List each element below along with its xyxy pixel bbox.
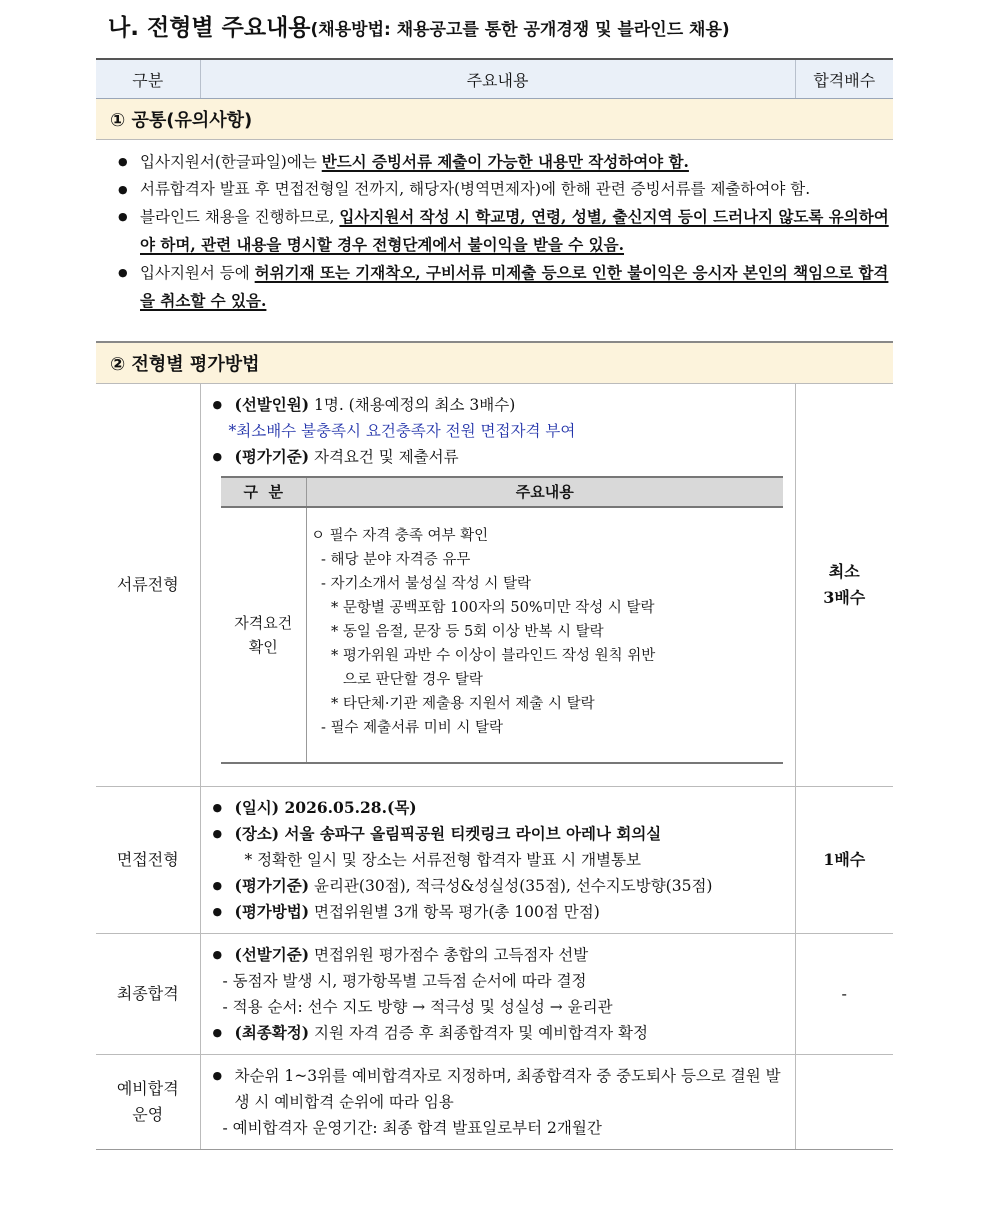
stage-reserve-row	[96, 1055, 893, 1150]
check-line: * 문항별 공백포함 100자의 50%미만 작성 시 탈락	[331, 600, 655, 616]
heading-title: 전형별 주요내용	[146, 15, 311, 41]
header-ratio: 합격배수	[795, 59, 893, 99]
evaluation-criteria: ● (평가기준) 자격요건 및 제출서류	[213, 444, 791, 470]
interview-criteria: ● (평가기준) 윤리관(30점), 적극성&성실성(35점), 선수지도방향(35점)	[213, 873, 791, 899]
common-notes-row	[96, 140, 893, 322]
stage-name: 면접전형	[96, 787, 200, 934]
stage-ratio	[795, 1055, 893, 1150]
table-header-row	[96, 59, 893, 99]
check-line: * 평가위원 과반 수 이상이 블라인드 작성 원칙 위반	[331, 648, 656, 664]
check-line: - 자기소개서 불성실 작성 시 탈락	[321, 576, 532, 592]
selection-count: ● (선발인원) 1명. (채용예정의 최소 3배수)	[213, 392, 791, 418]
note-item: ● 서류합격자 발표 후 면접전형일 전까지, 해당자(병역면제자)에 한해 관련 증빙서류를 제출하여야 함.	[118, 176, 889, 203]
selection-note: *최소배수 불충족시 요건충족자 전원 면접자격 부여	[228, 422, 576, 440]
final-selection-criteria: ● (선발기준) 면접위원 평가점수 총합의 고득점자 선발	[213, 942, 791, 968]
note-item: ● 블라인드 채용을 진행하므로, 입사지원서 작성 시 학교명, 연령, 성별, 출신지역 등이 드러나지 않도록 유의하여야 하며, 관련 내용을 명시할 경우 전형단계에서 불이익을 받을 수 있음.	[118, 203, 889, 259]
check-line: * 동일 음절, 문장 등 5회 이상 반복 시 탈락	[331, 624, 604, 640]
interview-method: ● (평가방법) 면접위원별 3개 항목 평가(총 100점 만점)	[213, 899, 791, 925]
section-evaluation-title: ② 전형별 평가방법	[96, 342, 893, 384]
stage-name: 예비합격 운영	[96, 1055, 200, 1150]
selection-table	[96, 58, 893, 1150]
inner-header-category: 구 분	[221, 477, 307, 507]
header-category: 구분	[96, 59, 200, 99]
heading-subtitle: (채용방법: 채용공고를 통한 공개경쟁 및 블라인드 채용)	[310, 20, 730, 40]
tie-rule: - 동점자 발생 시, 평가항목별 고득점 순서에 따라 결정	[222, 972, 587, 990]
section-heading	[108, 6, 968, 50]
heading-marker: 나.	[108, 15, 139, 41]
note-item: ● 입사지원서 등에 허위기재 또는 기재착오, 구비서류 미제출 등으로 인한 불이익은 응시자 본인의 책임으로 합격을 취소할 수 있음.	[118, 259, 889, 315]
stage-interview-row	[96, 787, 893, 934]
stage-ratio: 최소 3배수	[795, 384, 893, 787]
inner-row-label: 자격요건 확인	[221, 507, 307, 763]
section-common-title: ① 공통(유의사항)	[96, 99, 893, 140]
stage-document-row	[96, 384, 893, 787]
stage-ratio: 1배수	[795, 787, 893, 934]
check-line: - 해당 분야 자격증 유무	[321, 552, 471, 568]
stage-name: 최종합격	[96, 934, 200, 1055]
check-line: 으로 판단할 경우 탈락	[343, 672, 483, 688]
order-rule: - 적용 순서: 선수 지도 방향 → 적극성 및 성실성 → 윤리관	[222, 998, 613, 1016]
place-note: * 정확한 일시 및 장소는 서류전형 합격자 발표 시 개별통보	[244, 851, 641, 869]
reserve-rule: ● 차순위 1~3위를 예비합격자로 지정하며, 최종합격자 중 중도퇴사 등으로 결원 발생 시 예비합격 순위에 따라 임용	[213, 1063, 791, 1115]
section-common-row	[96, 99, 893, 140]
stage-ratio: -	[795, 934, 893, 1055]
qualification-table	[221, 476, 783, 764]
interview-place: ● (장소) 서울 송파구 올림픽공원 티켓링크 라이브 아레나 회의실	[213, 821, 791, 847]
check-line: ㅇ 필수 자격 충족 여부 확인	[311, 528, 489, 544]
stage-name: 서류전형	[96, 384, 200, 787]
stage-final-row	[96, 934, 893, 1055]
check-line: * 타단체·기관 제출용 지원서 제출 시 탈락	[331, 696, 595, 712]
header-content: 주요내용	[200, 59, 795, 99]
interview-date: ● (일시) 2026.05.28.(목)	[213, 795, 791, 821]
final-confirmation: ● (최종확정) 지원 자격 검증 후 최종합격자 및 예비합격자 확정	[213, 1020, 791, 1046]
note-item: ● 입사지원서(한글파일)에는 반드시 증빙서류 제출이 가능한 내용만 작성하여야 함.	[118, 148, 889, 176]
reserve-period: - 예비합격자 운영기간: 최종 합격 발표일로부터 2개월간	[222, 1119, 602, 1137]
inner-header-content: 주요내용	[307, 477, 783, 507]
check-line: - 필수 제출서류 미비 시 탈락	[321, 720, 504, 736]
section-evaluation-row	[96, 342, 893, 384]
common-notes-list	[118, 148, 889, 315]
